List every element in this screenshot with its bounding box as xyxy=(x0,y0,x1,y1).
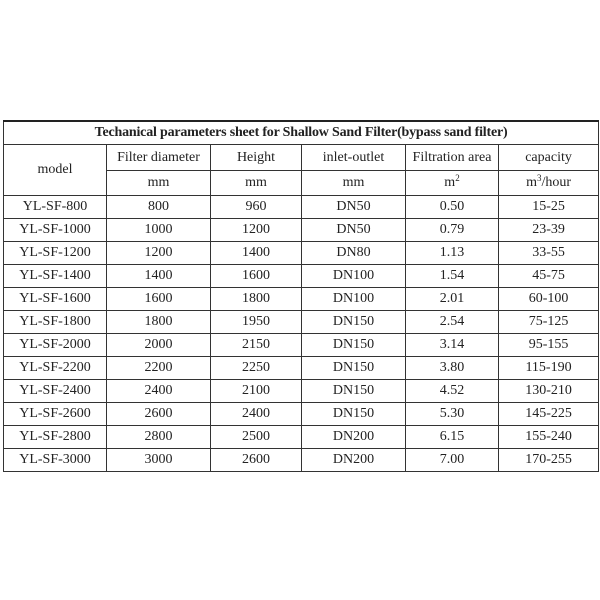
unit-area-exponent: 2 xyxy=(455,173,460,183)
cell-height: 1200 xyxy=(211,219,302,242)
title-row xyxy=(4,121,599,145)
cell-model: YL-SF-2400 xyxy=(4,380,107,403)
unit-area-base: m xyxy=(444,175,456,190)
cell-capacity: 33-55 xyxy=(499,242,599,265)
header-model: model xyxy=(4,145,107,196)
cell-model: YL-SF-1800 xyxy=(4,311,107,334)
table-row xyxy=(4,403,599,426)
cell-capacity: 45-75 xyxy=(499,265,599,288)
cell-filter-diameter: 1600 xyxy=(107,288,211,311)
cell-model: YL-SF-1400 xyxy=(4,265,107,288)
header-capacity: capacity xyxy=(499,145,599,171)
unit-filtration-area xyxy=(406,171,499,196)
cell-capacity: 115-190 xyxy=(499,357,599,380)
cell-height: 2400 xyxy=(211,403,302,426)
header-inlet-outlet: inlet-outlet xyxy=(302,145,406,171)
cell-capacity: 170-255 xyxy=(499,449,599,472)
cell-model: YL-SF-1200 xyxy=(4,242,107,265)
cell-filtration-area: 5.30 xyxy=(406,403,499,426)
cell-filtration-area: 2.01 xyxy=(406,288,499,311)
cell-model: YL-SF-1600 xyxy=(4,288,107,311)
header-filter-diameter: Filter diameter xyxy=(107,145,211,171)
cell-capacity: 130-210 xyxy=(499,380,599,403)
header-height: Height xyxy=(211,145,302,171)
spec-table-body xyxy=(4,121,599,472)
cell-capacity: 23-39 xyxy=(499,219,599,242)
cell-height: 2600 xyxy=(211,449,302,472)
cell-filter-diameter: 3000 xyxy=(107,449,211,472)
header-filtration-area: Filtration area xyxy=(406,145,499,171)
cell-model: YL-SF-2800 xyxy=(4,426,107,449)
cell-inlet-outlet: DN150 xyxy=(302,380,406,403)
cell-filter-diameter: 1800 xyxy=(107,311,211,334)
unit-height: mm xyxy=(211,171,302,196)
cell-capacity: 145-225 xyxy=(499,403,599,426)
header-row xyxy=(4,145,599,171)
cell-height: 2150 xyxy=(211,334,302,357)
cell-filtration-area: 6.15 xyxy=(406,426,499,449)
cell-height: 1400 xyxy=(211,242,302,265)
cell-model: YL-SF-2200 xyxy=(4,357,107,380)
table-title: Techanical parameters sheet for Shallow Sand Filter(bypass sand filter) xyxy=(4,121,599,145)
cell-inlet-outlet: DN50 xyxy=(302,219,406,242)
cell-filter-diameter: 1400 xyxy=(107,265,211,288)
unit-capacity xyxy=(499,171,599,196)
cell-filtration-area: 1.54 xyxy=(406,265,499,288)
unit-capacity-base: m xyxy=(526,175,537,190)
cell-inlet-outlet: DN80 xyxy=(302,242,406,265)
cell-filter-diameter: 800 xyxy=(107,196,211,219)
cell-filtration-area: 0.50 xyxy=(406,196,499,219)
cell-height: 1950 xyxy=(211,311,302,334)
cell-filter-diameter: 1200 xyxy=(107,242,211,265)
cell-inlet-outlet: DN100 xyxy=(302,265,406,288)
cell-filtration-area: 7.00 xyxy=(406,449,499,472)
spec-table xyxy=(3,120,599,472)
cell-capacity: 155-240 xyxy=(499,426,599,449)
cell-capacity: 95-155 xyxy=(499,334,599,357)
table-row xyxy=(4,242,599,265)
table-row xyxy=(4,449,599,472)
cell-model: YL-SF-1000 xyxy=(4,219,107,242)
unit-capacity-rate: /hour xyxy=(541,175,572,190)
cell-filter-diameter: 2600 xyxy=(107,403,211,426)
cell-height: 2500 xyxy=(211,426,302,449)
table-row xyxy=(4,196,599,219)
cell-capacity: 15-25 xyxy=(499,196,599,219)
cell-filter-diameter: 2200 xyxy=(107,357,211,380)
unit-capacity-exponent: 3 xyxy=(536,173,542,183)
cell-filtration-area: 2.54 xyxy=(406,311,499,334)
cell-filtration-area: 3.80 xyxy=(406,357,499,380)
table-row xyxy=(4,219,599,242)
cell-filtration-area: 4.52 xyxy=(406,380,499,403)
table-row xyxy=(4,357,599,380)
cell-inlet-outlet: DN150 xyxy=(302,311,406,334)
table-row xyxy=(4,380,599,403)
cell-height: 2100 xyxy=(211,380,302,403)
cell-inlet-outlet: DN150 xyxy=(302,334,406,357)
cell-capacity: 60-100 xyxy=(499,288,599,311)
cell-filtration-area: 3.14 xyxy=(406,334,499,357)
unit-inlet-outlet: mm xyxy=(302,171,406,196)
cell-inlet-outlet: DN50 xyxy=(302,196,406,219)
cell-inlet-outlet: DN100 xyxy=(302,288,406,311)
cell-height: 960 xyxy=(211,196,302,219)
table-row xyxy=(4,426,599,449)
table-row xyxy=(4,334,599,357)
unit-filter-diameter: mm xyxy=(107,171,211,196)
cell-filter-diameter: 1000 xyxy=(107,219,211,242)
cell-inlet-outlet: DN150 xyxy=(302,403,406,426)
cell-height: 1600 xyxy=(211,265,302,288)
spec-sheet xyxy=(3,120,598,472)
cell-capacity: 75-125 xyxy=(499,311,599,334)
cell-inlet-outlet: DN200 xyxy=(302,426,406,449)
cell-filter-diameter: 2800 xyxy=(107,426,211,449)
cell-model: YL-SF-800 xyxy=(4,196,107,219)
cell-filter-diameter: 2400 xyxy=(107,380,211,403)
table-row xyxy=(4,288,599,311)
cell-height: 2250 xyxy=(211,357,302,380)
table-row xyxy=(4,265,599,288)
cell-filtration-area: 0.79 xyxy=(406,219,499,242)
cell-filtration-area: 1.13 xyxy=(406,242,499,265)
cell-inlet-outlet: DN200 xyxy=(302,449,406,472)
cell-height: 1800 xyxy=(211,288,302,311)
cell-inlet-outlet: DN150 xyxy=(302,357,406,380)
table-row xyxy=(4,311,599,334)
cell-model: YL-SF-3000 xyxy=(4,449,107,472)
cell-model: YL-SF-2000 xyxy=(4,334,107,357)
cell-filter-diameter: 2000 xyxy=(107,334,211,357)
cell-model: YL-SF-2600 xyxy=(4,403,107,426)
